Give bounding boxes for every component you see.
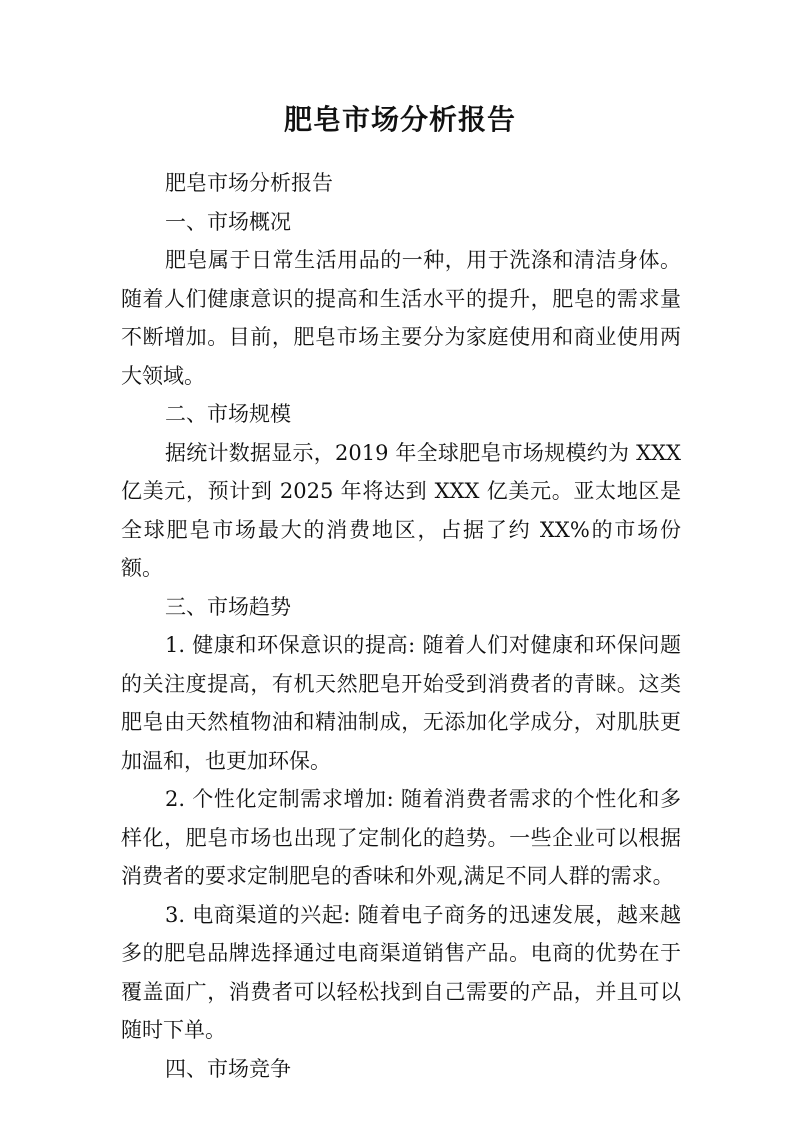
paragraph-trend-3: 3. 电商渠道的兴起: 随着电子商务的迅速发展，越来越多的肥皂品牌选择通过电商渠道销售产品。电商的优势在于覆盖面广，消费者可以轻松找到自己需要的产品，并且可以随时下单。: [121, 902, 681, 1042]
paragraph-heading-repeat: 肥皂市场分析报告: [165, 171, 333, 195]
section-heading-trends: 三、市场趋势: [165, 594, 291, 619]
document-title: 肥皂市场分析报告: [283, 103, 516, 136]
paragraph-overview: 肥皂属于日常生活用品的一种，用于洗涤和清洁身体。随着人们健康意识的提高和生活水平的提升，肥皂的需求量不断增加。目前，肥皂市场主要分为家庭使用和商业使用两大领域。: [121, 248, 681, 388]
paragraph-trend-2: 2. 个性化定制需求增加: 随着消费者需求的个性化和多样化，肥皂市场也出现了定制化的趋势。一些企业可以根据消费者的要求定制肥皂的香味和外观,满足不同人群的需求。: [121, 787, 681, 888]
section-heading-overview: 一、市场概况: [165, 209, 291, 234]
paragraph-trend-1: 1. 健康和环保意识的提高: 随着人们对健康和环保问题的关注度提高，有机天然肥皂开始受到消费者的青睐。这类肥皂由天然植物油和精油制成，无添加化学成分，对肌肤更加温和，也更加环保。: [121, 633, 681, 773]
paragraph-scale: 据统计数据显示，2019 年全球肥皂市场规模约为 XXX 亿美元，预计到 2025 年将达到 XXX 亿美元。亚太地区是全球肥皂市场最大的消费地区，占据了约 XX%的市场份额。: [121, 440, 681, 580]
document-body: [121, 164, 681, 1088]
section-heading-scale: 二、市场规模: [165, 402, 291, 426]
section-heading-competition: 四、市场竞争: [165, 1056, 291, 1081]
